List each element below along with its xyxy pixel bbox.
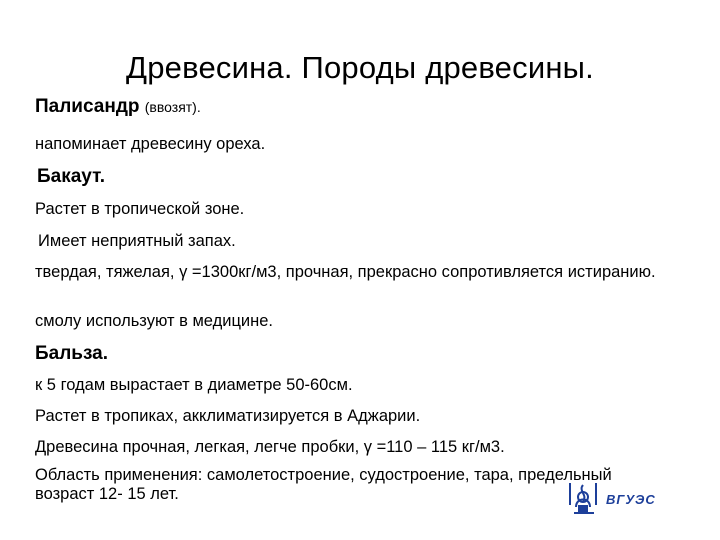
slide-title: Древесина. Породы древесины.	[126, 50, 594, 85]
heading-text: Палисандр	[35, 96, 140, 117]
text-line: Растет в тропиках, акклиматизируется в Аджарии.	[35, 407, 421, 425]
heading-note: (ввозят).	[144, 99, 201, 115]
heading-balsa: Бальза.	[35, 343, 109, 364]
heading-palisandr	[35, 96, 201, 118]
text-line: напоминает древесину ореха.	[35, 135, 266, 153]
text-line: смолу используют в медицине.	[35, 312, 273, 330]
text-line: Имеет неприятный запах.	[38, 232, 236, 250]
text-line: к 5 годам вырастает в диаметре 50-60см.	[35, 376, 353, 394]
heading-bakaut: Бакаут.	[37, 166, 106, 187]
logo-text: ВГУЭС	[606, 492, 656, 507]
text-line: Область применения: самолетостроение, судостроение, тара, предельный возраст 12- 15 лет.	[35, 466, 612, 503]
text-line: твердая, тяжелая, γ =1300кг/м3, прочная, прекрасно сопротивляется истиранию.	[35, 263, 656, 281]
text-line: Растет в тропической зоне.	[35, 200, 245, 218]
university-emblem-icon	[566, 477, 606, 517]
text-line: Древесина прочная, легкая, легче пробки, γ =110 – 115 кг/м3.	[35, 438, 505, 456]
